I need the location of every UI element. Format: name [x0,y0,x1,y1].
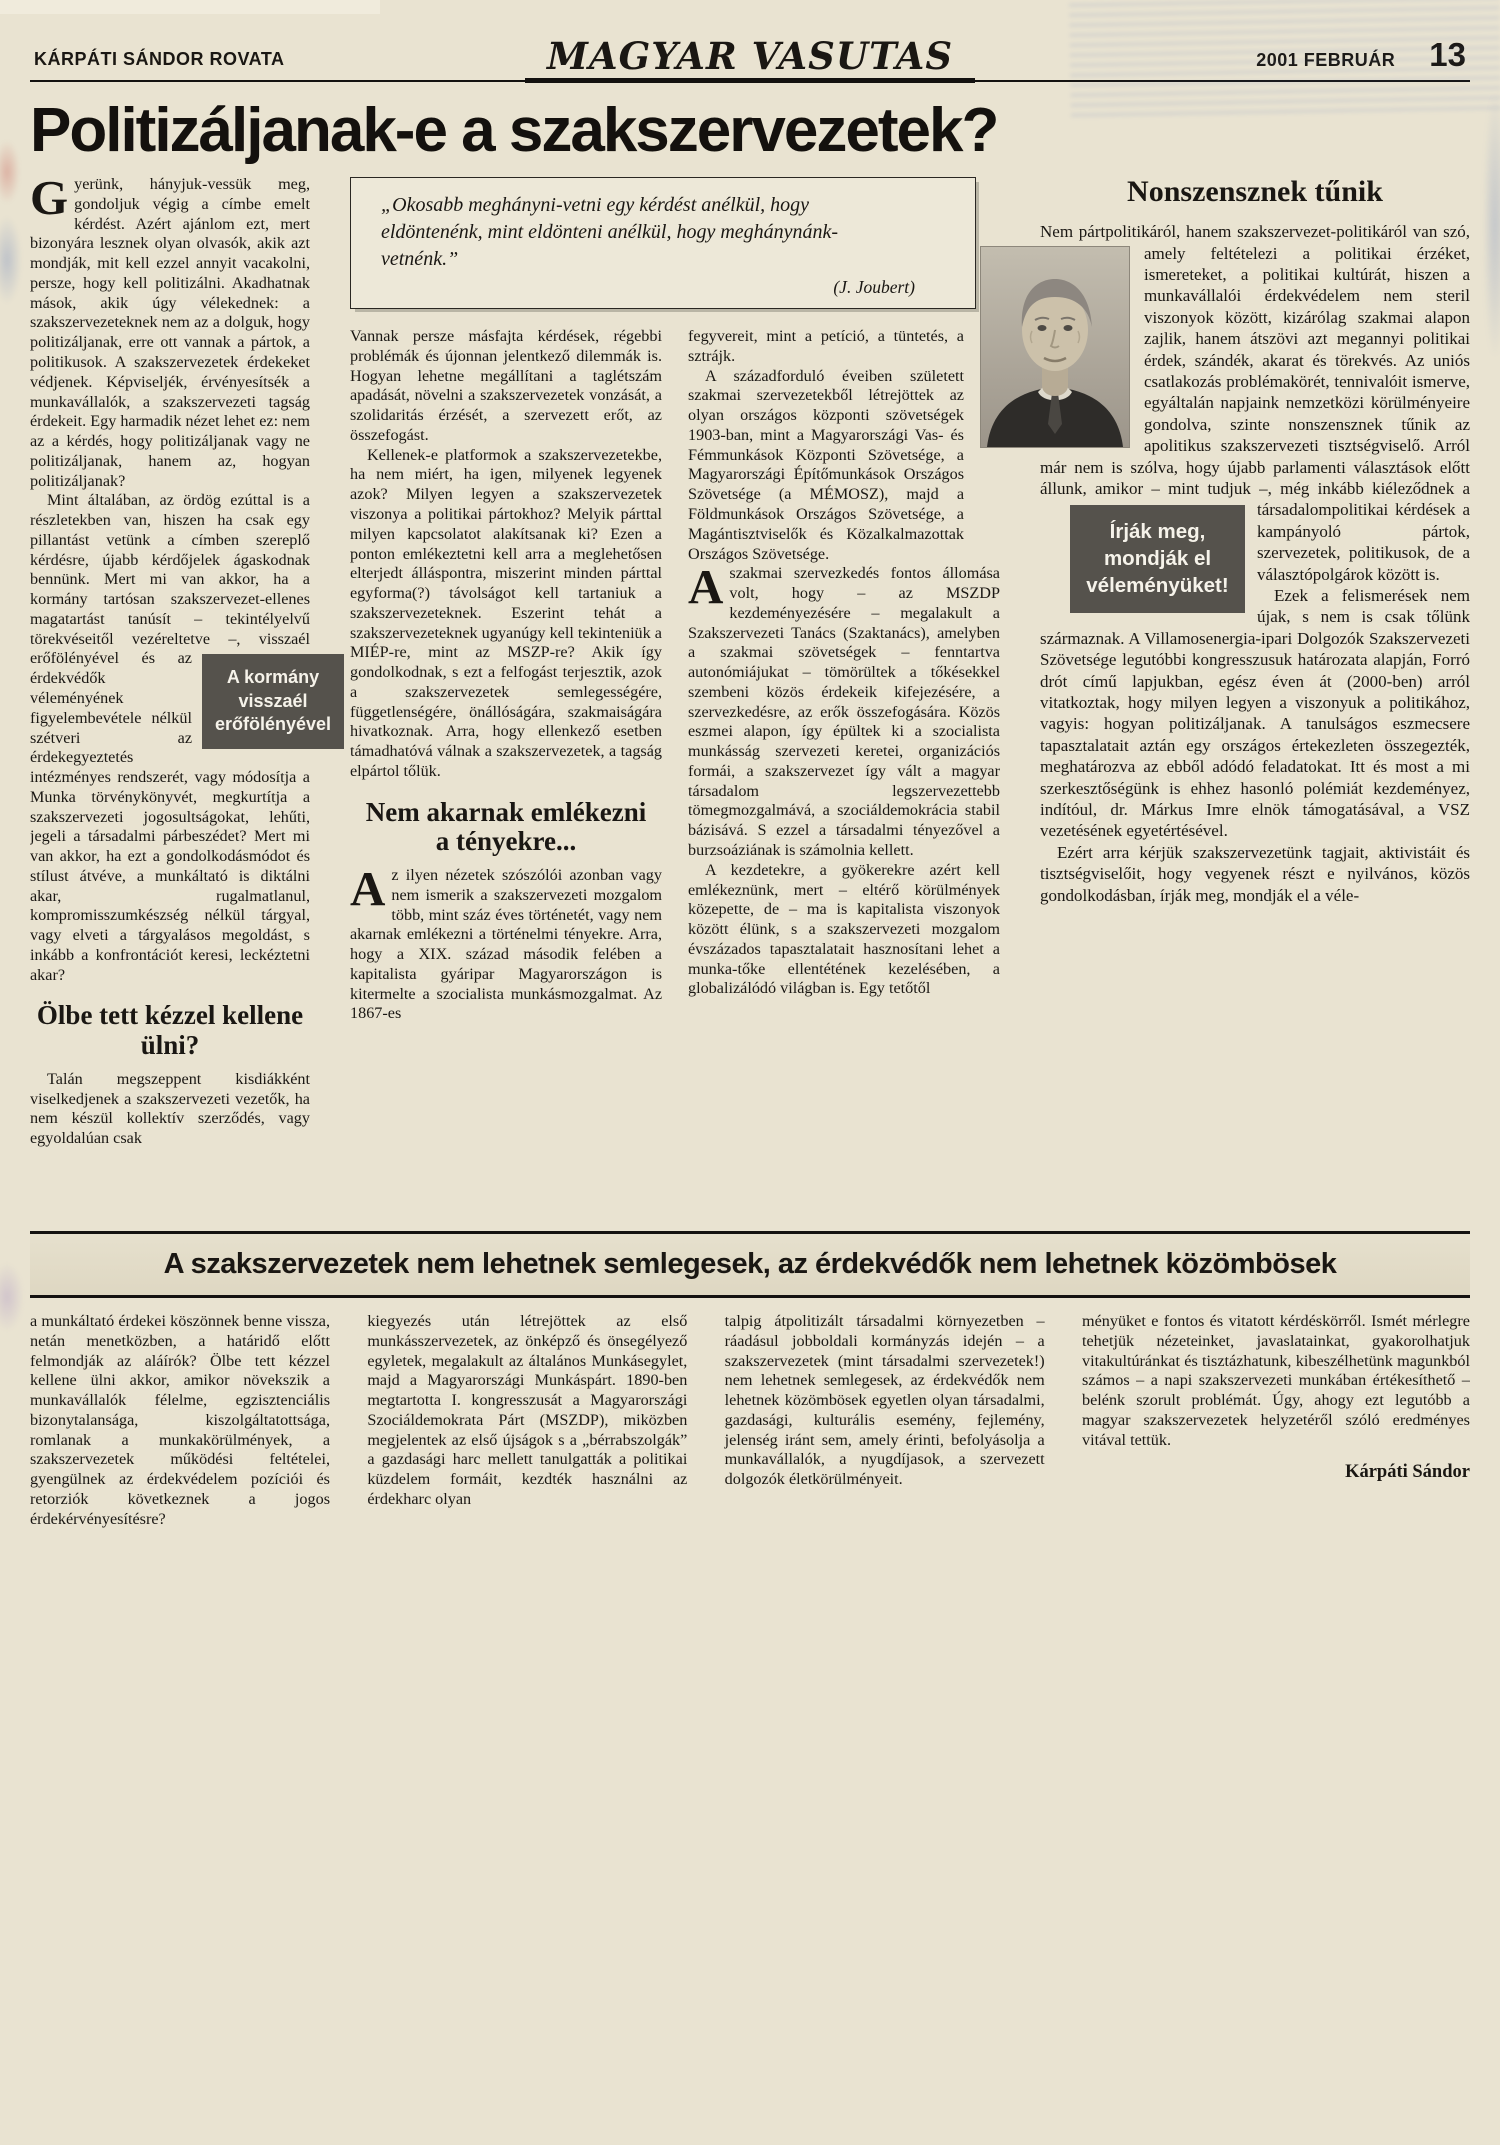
print-bleed-artifact [0,140,20,204]
column-rubric: KÁRPÁTI SÁNDOR ROVATA [34,49,285,69]
body-text: a kampányoló pártok, szervezetek, politikusok, de a választópolgárok között is. [1257,500,1470,584]
article-bottom-section [30,1312,1470,2092]
body-paragraph: ményüket e fontos és vitatott kérdéskörről. Ismét mérlegre tehetjük nézeteinket, javaslatainkat, gyakorolhatjuk vitakultúránkat és tisztázhatunk, kibeszélhetünk magunkból számos – a napi szakszervezeti munkában értékesíthető – belénk szorult problémát. Úgy, ahogy ezt legutóbb a magyar szakszervezetek helyzetéről szóló eredményes vitával tettük. [1081,1312,1470,1449]
epigraph-box [350,177,976,309]
body-paragraph: Ezért arra kérjük szakszervezetünk tagjait, aktivistáit és tisztségviselőit, hogy vegyenek részt e nyilvános, közös gondolkodásban, írják meg, mondják el a véle- [1040,842,1470,905]
article-upper-section [30,175,1470,1215]
body-paragraph: A kezdetekre, a gyökerekre azért kell emlékeznünk, mert – eltérő körülmények közepette, de – ma is kapitalista viszonyok között élünk, s a szakszervezeti mozgalom évszázados tapasztalatait hasznosítani lehet a munka-tőke ellentétének kezelésében, a globalizálódó világban is. Egy tetőtől [688,860,1000,998]
body-text: szakmai szervezkedés fontos állomása volt, hogy – az MSZDP kezdeményezésére – megalakult a Szakszervezeti Tanács (Szaktanács), amelyben a szakmai szövetségek – fenntartva autonómiájukat – tömörültek a tőkésekkel szembeni közös érdekeik kifejezésére, a szervezkedésre, az erők összefogására. Közös eszmei alapon, így épültek ki a szocialista munkásság szervezeti keretei, organizációs formái, a szakszervezet így vált a magyar társadalom legszervezettebb tömegmozgalmává, a szociáldemokrácia stabil bázisává. S ezzel a társadalmi tényezővel a burzsoáziának is számolnia kellett. [688,564,1000,859]
pull-quote-irjak-meg: Írják meg, mondják el véleményüket! [1070,505,1245,613]
column-2 [350,327,662,1024]
body-paragraph [30,175,310,491]
author-signature: Kárpáti Sándor [1345,1462,1470,1483]
epigraph-text: „Okosabb meghányni-vetni egy kérdést anélkül, hogy eldöntenénk, mint eldönteni anélkül, hogy meghánynánk-vetnénk.” [381,194,839,271]
body-paragraph: talpig átpolitizált társadalmi környezetben – ráadásul jobboldali kormányzás idején – a szakszervezetek (mint társadalmi szervezetek!) nem lehetnek semlegesek, az érdekvédők nem lehetnek közömbösek egyetlen olyan társadalmi, gazdasági, kulturális esemény, fejlemény, jelenség iránt sem, amely érinti, befolyásolja a munkavállalók, a nyugdíjasok, a szervezett dolgozók életkörülményeit. [724,1312,1045,1489]
body-paragraph: A századforduló éveiben született szakmai szervezetekből létrejöttek az olyan országos központi szövetségek 1903-ban, mint a Magyarországi Vas- és Fémmunkások Központi Szövetsége, a Magyarországi Építőmunkások Országos Szövetsége (a MÉMOSZ), majd a Földmunkások Országos Szövetsége, a Magántisztviselők és Közalkalmazottak Országos Szövetsége. [688,366,964,563]
body-paragraph [350,861,662,1024]
body-text: Mint általában, az ördög ezúttal is a részletekben van, hiszen ha csak egy pillantást vetünk a címben szereplő kérdésre, újabb kérdőjelek ágaskodnak bennünk. Mert mi van akkor, ha a kormány tartósan szakszervezet-ellenes magatartást tanúsít – tekintélyelvű törekvéseitől vezéreltetve –, [30,491,310,648]
subhead-nem-akarnak: Nem akarnak emlékezni a tényekre... [365,796,647,856]
middle-columns [350,175,1000,1215]
page-header [30,14,1470,82]
dropcap-letter: A [688,559,724,615]
column-1 [30,175,332,1215]
body-paragraph [1040,221,1470,597]
body-text: visszaél erőfölényével és az érdekvédők véleményének figyelembevétele nélkül szétveri az érdekegyeztetés intézményes rendszerét, vagy módosítja a Munka törvénykönyvét, megkurtítja a szakszervezeti jogosultságokat, lehűti, jegeli a társadalmi párbeszédet? Mert mi van akkor, ha ezt a gondolkodásmódot és stílust átvéve, a munkáltató is diktálni akar, rugalmatlanul, kompromisszumkészség nélkül tárgyal, vagy elveti a tárgyalásos megoldást, s inkább a konfrontációt keresi, leckéztetni akar? [30,629,310,984]
bottom-column-1 [30,1312,330,2092]
print-bleed-artifact [0,0,380,14]
print-bleed-artifact [0,1262,24,1332]
banner-strapline: A szakszervezetek nem lehetnek semlegesek, az érdekvédők nem lehetnek közömbösek [30,1231,1470,1298]
body-text: Nem pártpolitikáról, hanem szakszervezet-politikáról van szó, [1040,222,1470,242]
dropcap-letter: G [30,175,69,226]
body-text: z ilyen nézetek szószólói azonban vagy nem ismerik a szakszervezeti mozgalom több, mint száz éves történetét, vagy nem akarnak emlékezni a történelmi tényekre. Arra, hogy a XIX. század második felében a kapitalista gyáripar Magyarországon is kitermelte a szocialista munkásmozgalmat. Az 1867-es [350,866,662,1023]
bottom-column-2 [367,1312,687,2092]
column-3 [688,327,1000,1024]
masthead: MAGYAR VASUTAS [525,38,975,83]
page-number: 13 [1429,36,1466,73]
body-paragraph: a munkáltató érdekei köszönnek benne vissza, netán menetközben, a határidő előtt felmondják az aláírók? Ölbe tett kézzel kellene ülni akkor, amikor növekszik a munkavállalók félelme, egzisztenciális bizonytalansága, kiszolgáltatottsága, romlanak a munkakörülmények, a szakszervezetek működési feltételei, gyengülnek az érdekvédelem pozíciói és retorziók következnek a jogos érdekérvényesítésre? [30,1312,330,1528]
dateline [1256,36,1466,80]
column-right [1040,175,1470,1215]
body-paragraph: Vannak persze másfajta kérdések, régebbi problémák és újonnan jelentkező dilemmák is. Hogyan lehetne megállítani a taglétszám apadását, növelni a szakszervezetek vonzását, a szolidaritás érzését, a szervezett erőt, az összefogást. [350,327,662,444]
body-text: amely feltételezi a politikai érzéket, ismereteket, a politikai kultúrát, hiszen a munkavállalói érdekvédelem nem steril viszonyok között, kizárólag szakmai alapon zajlik, hanem átszövi azt megannyi politikai érdek, szándék, akarat és törekvés. Az uniós csatlakozás problémakörét, tennivalóit ismerve, egyáltalán napjaink nemzetközi körülményeire gondolva, szinte nonszensznek tűnik az apolitikus szakszervezeti tisztségviselő. Arról már nem is szólva, hogy újabb parlamenti választások előtt állunk, amikor – mint tudjuk –, még inkább kiéleződnek a társadalompolitikai kérdések [1040,243,1470,520]
epigraph-attribution: (J. Joubert) [833,277,915,298]
body-paragraph [688,559,1000,860]
issue-date: 2001 FEBRUÁR [1256,50,1396,70]
bottom-column-3 [725,1312,1045,2092]
portrait-photo [980,246,1130,448]
pull-quote-kormany: A kormány visszaél erőfölényével [202,654,344,748]
body-paragraph [30,491,332,985]
print-bleed-artifact [1484,95,1500,355]
body-text: yerünk, hányjuk-vessük meg, gondoljuk végig a címbe emelt kérdést. Azért ajánlom ezt, mert bizonyára lesznek olyan olvasók, akik azt mondják, mit kell ezzel annyit vacakolni, persze, hogy kell politizálni. Akadhatnak mások, akik úgy vélekednek: a szakszervezeteknek nem az a dolguk, hogy politizáljanak, erre ott vannak a pártok, a politikusok. A szakszervezetek érdekeket védjenek. Képviseljék, érvényesítsék a munkavállalók, a szakszervezeti tagság érdekeit. Egy harmadik nézet lehet ez: nem az a kérdés, hogy politizáljanak vagy ne politizáljanak, hanem az, hogyan politizáljanak? [30,175,311,490]
body-paragraph: fegyvereit, mint a petíció, a tüntetés, a sztrájk. [688,327,964,365]
body-paragraph: kiegyezés után létrejöttek az első munkásszervezetek, az önképző és önsegélyező egyletek, megalakult az általános Munkásegylet, majd a Magyarországi Munkáspárt. 1890-ben megtartotta I. kongresszusát a Magyarországi Szociáldemokrata Párt (MSZDP), miközben megjelentek az első újságok s a „bérrabszolgák” a gazdasági harc mellett tanulgatták a politikai küzdelem formáit, kezdték használni az érdekharc olyan [367,1312,688,1508]
section-headline-nonszensz: Nonszensznek tűnik [1127,175,1383,209]
print-bleed-artifact [0,215,22,305]
body-paragraph: Talán megszeppent kisdiákként viselkedjenek a szakszervezeti vezetők, ha nem készül kollektív szerződés, vagy egyoldalúan csak [30,1069,310,1148]
body-paragraph: Ezek a felismerések nem újak, s nem is csak tőlünk származnak. A Villamosenergia-ipari Dolgozók Szakszervezeti Szövetsége legutóbbi kongresszusuk határozata alapján, Forró drót című lapjukban, egész éven át (2000-ben) arról vitatkoztak, hogy milyen legyen a viszonyuk a politikához, vagyis: hogyan politizáljanak. A tanulságos eszmecsere tapasztalatait aztán egy országos értekezleten összegezték, meghatározva az ebből adódó feladatokat. Itt és most a mi szerkesztőségünk is ehhez hasonló polémiát kezdeményez, indítóul, dr. Márkus Imre elnök támogatásával, a VSZ vezetésének egyetértésével. [1040,586,1470,841]
body-paragraph: Kellenek-e platformok a szakszervezetekbe, ha nem miért, ha igen, milyenek legyenek azok? Milyen legyen a szakszervezetek viszonya a politikai pártokhoz? Melyik párttal milyen kapcsolatot alakítsanak ki? Ezen a ponton emlékeztetni kell arra a meglehetősen elterjedt álláspontra, miszerint minden párttal egyforma(?) távolságot kell tartaniuk a szakszervezeteknek. Eszerint tehát a szakszervezeteknek ugyanúgy kell tekinteniük a MIÉP-re, mint az MSZP-re? Akik így gondolkodnak, s ezt a felfogást terjesztik, azok a szakszervezetek semlegességére, függetlenségére, önállóságára, szakmaiságára hivatkoznak. Arra, hogy ellenkező esetben támadhatóvá válnak a szakszervezetek, a tagság elpártol tőlük. [350,445,662,780]
dropcap-letter: A [350,861,386,917]
subhead-olbe-tett-kezzel: Ölbe tett kézzel kellene ülni? [36,1000,304,1060]
bottom-column-4 [1082,1312,1470,2092]
middle-column-pair [350,327,1000,1024]
main-headline: Politizáljanak-e a szakszervezetek? [30,96,998,165]
